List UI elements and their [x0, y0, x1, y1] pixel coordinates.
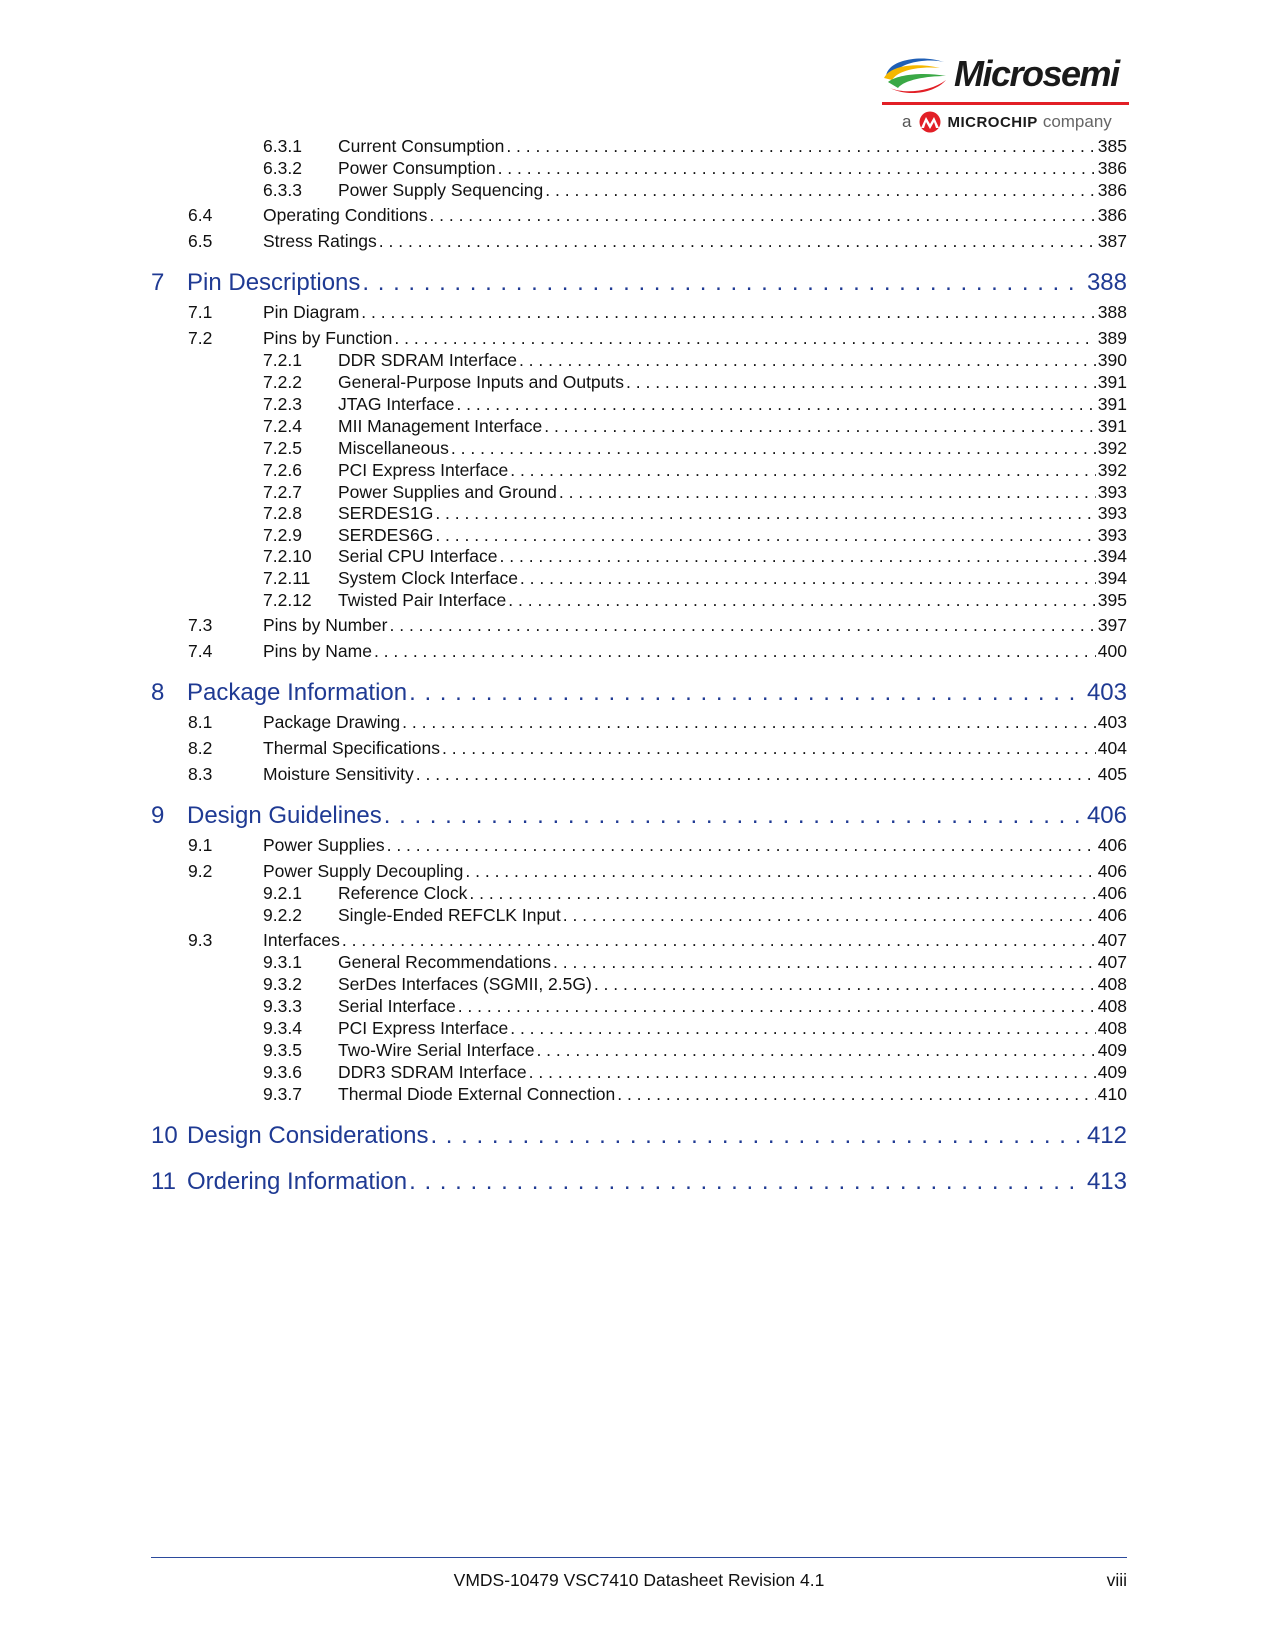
toc-entry-title[interactable]: DDR3 SDRAM Interface: [338, 1062, 527, 1082]
toc-entry-level-2[interactable]: [188, 231, 1127, 252]
toc-entry-title[interactable]: Design Considerations: [187, 1122, 429, 1149]
toc-dot-leader: [402, 712, 1096, 733]
toc-entry-page[interactable]: 407: [1097, 952, 1127, 972]
toc-entry-level-2[interactable]: [188, 302, 1127, 323]
toc-dot-leader: [442, 738, 1096, 759]
toc-entry-title[interactable]: PCI Express Interface: [338, 460, 509, 480]
toc-dot-leader: [384, 802, 1085, 830]
toc-entry-level-3[interactable]: [263, 158, 1127, 179]
toc-entry-level-1[interactable]: [151, 802, 1127, 830]
toc-entry-title[interactable]: SERDES6G: [338, 525, 434, 545]
toc-entry-number: 9: [151, 802, 165, 829]
toc-dot-leader: [361, 302, 1096, 323]
toc-entry-number: 10: [151, 1122, 178, 1149]
toc-entry-level-2[interactable]: [188, 712, 1127, 733]
toc-entry-page[interactable]: 408: [1097, 996, 1127, 1016]
toc-entry-number: 8: [151, 679, 165, 706]
toc-entry-title[interactable]: Single-Ended REFCLK Input: [338, 905, 561, 925]
toc-entry-title[interactable]: JTAG Interface: [338, 394, 455, 414]
toc-dot-leader: [342, 930, 1096, 951]
toc-entry-title[interactable]: Pin Diagram: [263, 302, 360, 322]
toc-entry-title[interactable]: DDR SDRAM Interface: [338, 350, 517, 370]
toc-entry-page[interactable]: 386: [1097, 158, 1127, 178]
toc-entry-page[interactable]: 406: [1086, 802, 1127, 829]
toc-entry-level-3[interactable]: [263, 394, 1127, 415]
toc-entry-number: 6.4: [188, 205, 213, 225]
toc-entry-page[interactable]: 393: [1097, 525, 1127, 545]
brand-name: Microsemi: [954, 53, 1119, 94]
toc-entry-number: 7.2.2: [263, 372, 302, 392]
toc-dot-leader: [545, 180, 1096, 201]
toc-entry-level-1[interactable]: [151, 269, 1127, 297]
toc-dot-leader: [430, 1122, 1084, 1150]
toc-entry-title[interactable]: Serial CPU Interface: [338, 546, 498, 566]
toc-entry-number: 7.2: [188, 328, 213, 348]
toc-entry-page[interactable]: 388: [1097, 302, 1127, 322]
toc-entry-page[interactable]: 386: [1097, 180, 1127, 200]
toc-entry-number: 9.3.4: [263, 1018, 302, 1038]
toc-entry-number: 9.3.5: [263, 1040, 302, 1060]
toc-dot-leader: [390, 615, 1096, 636]
toc-entry-number: 7: [151, 269, 165, 296]
toc-entry-number: 8.1: [188, 712, 213, 732]
toc-dot-leader: [536, 1040, 1095, 1061]
toc-entry-level-1[interactable]: [151, 1122, 1127, 1150]
toc-entry-title[interactable]: Two-Wire Serial Interface: [338, 1040, 535, 1060]
toc-entry-number: 7.4: [188, 641, 213, 661]
toc-entry-page[interactable]: 391: [1097, 372, 1127, 392]
toc-entry-level-3[interactable]: [263, 136, 1127, 157]
toc-entry-number: 7.2.1: [263, 350, 302, 370]
toc-dot-leader: [409, 1168, 1085, 1196]
toc-dot-leader: [416, 764, 1096, 785]
toc-entry-page[interactable]: 412: [1086, 1122, 1127, 1149]
toc-entry-title[interactable]: Power Supplies and Ground: [338, 482, 557, 502]
toc-entry-page[interactable]: 408: [1097, 1018, 1127, 1038]
toc-entry-page[interactable]: 413: [1086, 1168, 1127, 1195]
toc-entry-title[interactable]: Thermal Diode External Connection: [338, 1084, 616, 1104]
toc-entry-level-3[interactable]: [263, 590, 1127, 611]
toc-entry-page[interactable]: 385: [1097, 136, 1127, 156]
toc-dot-leader: [409, 679, 1085, 707]
toc-entry-level-2[interactable]: [188, 861, 1127, 882]
toc-entry-page[interactable]: 394: [1097, 546, 1127, 566]
toc-entry-title[interactable]: Power Supplies: [263, 835, 385, 855]
tagline-a: a: [902, 112, 912, 131]
toc-entry-number: 8.3: [188, 764, 213, 784]
toc-entry-level-3[interactable]: [263, 438, 1127, 459]
toc-entry-level-2[interactable]: [188, 615, 1127, 636]
toc-dot-leader: [362, 269, 1085, 297]
toc-dot-leader: [563, 905, 1096, 926]
toc-entry-level-3[interactable]: [263, 482, 1127, 503]
toc-entry-number: 9.2.2: [263, 905, 302, 925]
footer-page-number: viii: [1106, 1570, 1127, 1590]
toc-entry-title[interactable]: Stress Ratings: [263, 231, 377, 251]
toc-entry-page[interactable]: 387: [1097, 231, 1127, 251]
toc-entry-number: 6.3.2: [263, 158, 302, 178]
toc-entry-title[interactable]: System Clock Interface: [338, 568, 518, 588]
toc-entry-page[interactable]: 408: [1097, 974, 1127, 994]
toc-dot-leader: [429, 205, 1095, 226]
toc-entry-number: 6.3.1: [263, 136, 302, 156]
toc-dot-leader: [519, 350, 1096, 371]
toc-entry-title[interactable]: Pins by Function: [263, 328, 393, 348]
toc-dot-leader: [506, 136, 1095, 157]
toc-entry-number: 7.2.8: [263, 503, 302, 523]
toc-entry-title[interactable]: Ordering Information: [187, 1168, 408, 1195]
toc-entry-number: 9.2.1: [263, 883, 302, 903]
toc-dot-leader: [626, 372, 1096, 393]
toc-entry-title[interactable]: General-Purpose Inputs and Outputs: [338, 372, 625, 392]
toc-entry-page[interactable]: 407: [1097, 930, 1127, 950]
toc-entry-level-2[interactable]: [188, 764, 1127, 785]
toc-entry-title[interactable]: Operating Conditions: [263, 205, 428, 225]
toc-entry-page[interactable]: 388: [1086, 269, 1127, 296]
toc-dot-leader: [456, 394, 1095, 415]
toc-entry-title[interactable]: Power Consumption: [338, 158, 496, 178]
toc-entry-page[interactable]: 386: [1097, 205, 1127, 225]
toc-dot-leader: [498, 158, 1096, 179]
toc-entry-number: 7.2.11: [263, 568, 311, 588]
toc-dot-leader: [594, 974, 1096, 995]
microchip-wordmark: MICROCHIP: [947, 113, 1038, 131]
toc-entry-number: 7.2.4: [263, 416, 302, 436]
toc-entry-title[interactable]: SerDes Interfaces (SGMII, 2.5G): [338, 974, 592, 994]
toc-dot-leader: [508, 590, 1096, 611]
toc-entry-title[interactable]: SERDES1G: [338, 503, 434, 523]
toc-entry-title[interactable]: Interfaces: [263, 930, 340, 950]
toc-entry-level-3[interactable]: [263, 996, 1127, 1017]
toc-dot-leader: [617, 1084, 1096, 1105]
toc-entry-page[interactable]: 406: [1097, 905, 1127, 925]
toc-entry-number: 7.2.9: [263, 525, 302, 545]
toc-entry-level-3[interactable]: [263, 1040, 1127, 1061]
toc-entry-number: 9.3.7: [263, 1084, 302, 1104]
toc-entry-page[interactable]: 392: [1097, 460, 1127, 480]
toc-dot-leader: [520, 568, 1096, 589]
toc-dot-leader: [379, 231, 1096, 252]
toc-entry-level-2[interactable]: [188, 930, 1127, 951]
toc-entry-level-2[interactable]: [188, 738, 1127, 759]
toc-entry-page[interactable]: 409: [1097, 1040, 1127, 1060]
toc-entry-page[interactable]: 391: [1097, 394, 1127, 414]
toc-entry-number: 9.3.3: [263, 996, 302, 1016]
toc-entry-number: 8.2: [188, 738, 213, 758]
toc-entry-level-3[interactable]: [263, 546, 1127, 567]
toc-entry-level-2[interactable]: [188, 328, 1127, 349]
toc-entry-page[interactable]: 397: [1097, 615, 1127, 635]
toc-entry-number: 7.1: [188, 302, 213, 322]
toc-entry-page[interactable]: 403: [1097, 712, 1127, 732]
toc-entry-page[interactable]: 406: [1097, 883, 1127, 903]
toc-entry-level-2[interactable]: [188, 641, 1127, 662]
toc-dot-leader: [510, 460, 1096, 481]
toc-dot-leader: [374, 641, 1096, 662]
toc-entry-title[interactable]: Moisture Sensitivity: [263, 764, 414, 784]
toc-entry-number: 9.2: [188, 861, 213, 881]
toc-entry-page[interactable]: 392: [1097, 438, 1127, 458]
toc-entry-number: 9.3.2: [263, 974, 302, 994]
toc-dot-leader: [387, 835, 1096, 856]
toc-entry-title[interactable]: Power Supply Decoupling: [263, 861, 464, 881]
toc-entry-level-3[interactable]: [263, 416, 1127, 437]
toc-entry-page[interactable]: 405: [1097, 764, 1127, 784]
toc-dot-leader: [451, 438, 1096, 459]
toc-entry-title[interactable]: Twisted Pair Interface: [338, 590, 507, 610]
toc-entry-level-3[interactable]: [263, 180, 1127, 201]
toc-entry-number: 7.2.6: [263, 460, 302, 480]
toc-entry-title[interactable]: Miscellaneous: [338, 438, 449, 458]
toc-entry-title[interactable]: Power Supply Sequencing: [338, 180, 544, 200]
toc-entry-number: 7.2.10: [263, 546, 312, 566]
toc-dot-leader: [394, 328, 1095, 349]
toc-entry-title[interactable]: Serial Interface: [338, 996, 456, 1016]
toc-entry-number: 7.2.3: [263, 394, 302, 414]
toc-entry-number: 7.3: [188, 615, 213, 635]
toc-dot-leader: [559, 482, 1096, 503]
toc-entry-number: 9.1: [188, 835, 213, 855]
toc-dot-leader: [544, 416, 1096, 437]
toc-entry-number: 9.3.1: [263, 952, 302, 972]
toc-dot-leader: [500, 546, 1096, 567]
toc-entry-number: 9.3: [188, 930, 213, 950]
toc-entry-level-1[interactable]: [151, 1168, 1127, 1196]
toc-entry-level-3[interactable]: [263, 905, 1127, 926]
toc-dot-leader: [458, 996, 1096, 1017]
toc-dot-leader: [553, 952, 1096, 973]
toc-entry-title[interactable]: Thermal Specifications: [263, 738, 441, 758]
toc-entry-number: 7.2.5: [263, 438, 302, 458]
toc-entry-title[interactable]: Pins by Name: [263, 641, 372, 661]
toc-entry-page[interactable]: 410: [1097, 1084, 1127, 1104]
toc-entry-level-3[interactable]: [263, 568, 1127, 589]
toc-entry-level-3[interactable]: [263, 1084, 1127, 1105]
toc-entry-page[interactable]: 404: [1097, 738, 1127, 758]
toc-dot-leader: [465, 861, 1095, 882]
toc-entry-page[interactable]: 403: [1086, 679, 1127, 706]
toc-entry-level-3[interactable]: [263, 1018, 1127, 1039]
toc-entry-title[interactable]: Pins by Number: [263, 615, 388, 635]
toc-entry-title[interactable]: Current Consumption: [338, 136, 505, 156]
toc-entry-title[interactable]: MII Management Interface: [338, 416, 543, 436]
tagline-company: company: [1042, 112, 1112, 131]
toc-entry-number: 7.2.12: [263, 590, 312, 610]
toc-entry-number: 7.2.7: [263, 482, 302, 502]
toc-entry-title[interactable]: PCI Express Interface: [338, 1018, 509, 1038]
toc-entry-page[interactable]: 391: [1097, 416, 1127, 436]
toc-entry-title[interactable]: Design Guidelines: [187, 802, 382, 829]
toc-entry-level-3[interactable]: [263, 350, 1127, 371]
toc-entry-title[interactable]: Package Drawing: [263, 712, 401, 732]
toc-entry-level-3[interactable]: [263, 525, 1127, 546]
footer-divider: [151, 1557, 1127, 1558]
toc-entry-number: 6.3.3: [263, 180, 302, 200]
toc-entry-page[interactable]: 393: [1097, 503, 1127, 523]
toc-entry-level-2[interactable]: [188, 205, 1127, 226]
toc-entry-title[interactable]: General Recommendations: [338, 952, 552, 972]
toc-entry-page[interactable]: 395: [1097, 590, 1127, 610]
toc-entry-page[interactable]: 406: [1097, 835, 1127, 855]
toc-entry-page[interactable]: 390: [1097, 350, 1127, 370]
toc-entry-level-3[interactable]: [263, 952, 1127, 973]
toc-entry-level-1[interactable]: [151, 679, 1127, 707]
toc-dot-leader: [469, 883, 1095, 904]
toc-entry-level-3[interactable]: [263, 503, 1127, 524]
toc-entry-page[interactable]: 393: [1097, 482, 1127, 502]
toc-entry-level-3[interactable]: [263, 460, 1127, 481]
toc-entry-level-3[interactable]: [263, 974, 1127, 995]
toc-entry-page[interactable]: 389: [1097, 328, 1127, 348]
toc-entry-level-3[interactable]: [263, 372, 1127, 393]
toc-entry-page[interactable]: 394: [1097, 568, 1127, 588]
toc-entry-page[interactable]: 406: [1097, 861, 1127, 881]
toc-dot-leader: [510, 1018, 1096, 1039]
toc-entry-number: 11: [151, 1168, 176, 1195]
toc-entry-number: 6.5: [188, 231, 213, 251]
toc-entry-number: 9.3.6: [263, 1062, 302, 1082]
toc-entry-title[interactable]: Pin Descriptions: [187, 269, 361, 296]
toc-entry-title[interactable]: Reference Clock: [338, 883, 468, 903]
toc-dot-leader: [435, 503, 1095, 524]
toc-entry-page[interactable]: 409: [1097, 1062, 1127, 1082]
toc-entry-level-2[interactable]: [188, 835, 1127, 856]
toc-entry-level-3[interactable]: [263, 1062, 1127, 1083]
toc-entry-title[interactable]: Package Information: [187, 679, 408, 706]
footer-doc-title: VMDS-10479 VSC7410 Datasheet Revision 4.1: [453, 1570, 825, 1590]
toc-dot-leader: [435, 525, 1095, 546]
toc-entry-page[interactable]: 400: [1097, 641, 1127, 661]
toc-entry-level-3[interactable]: [263, 883, 1127, 904]
toc-dot-leader: [529, 1062, 1096, 1083]
